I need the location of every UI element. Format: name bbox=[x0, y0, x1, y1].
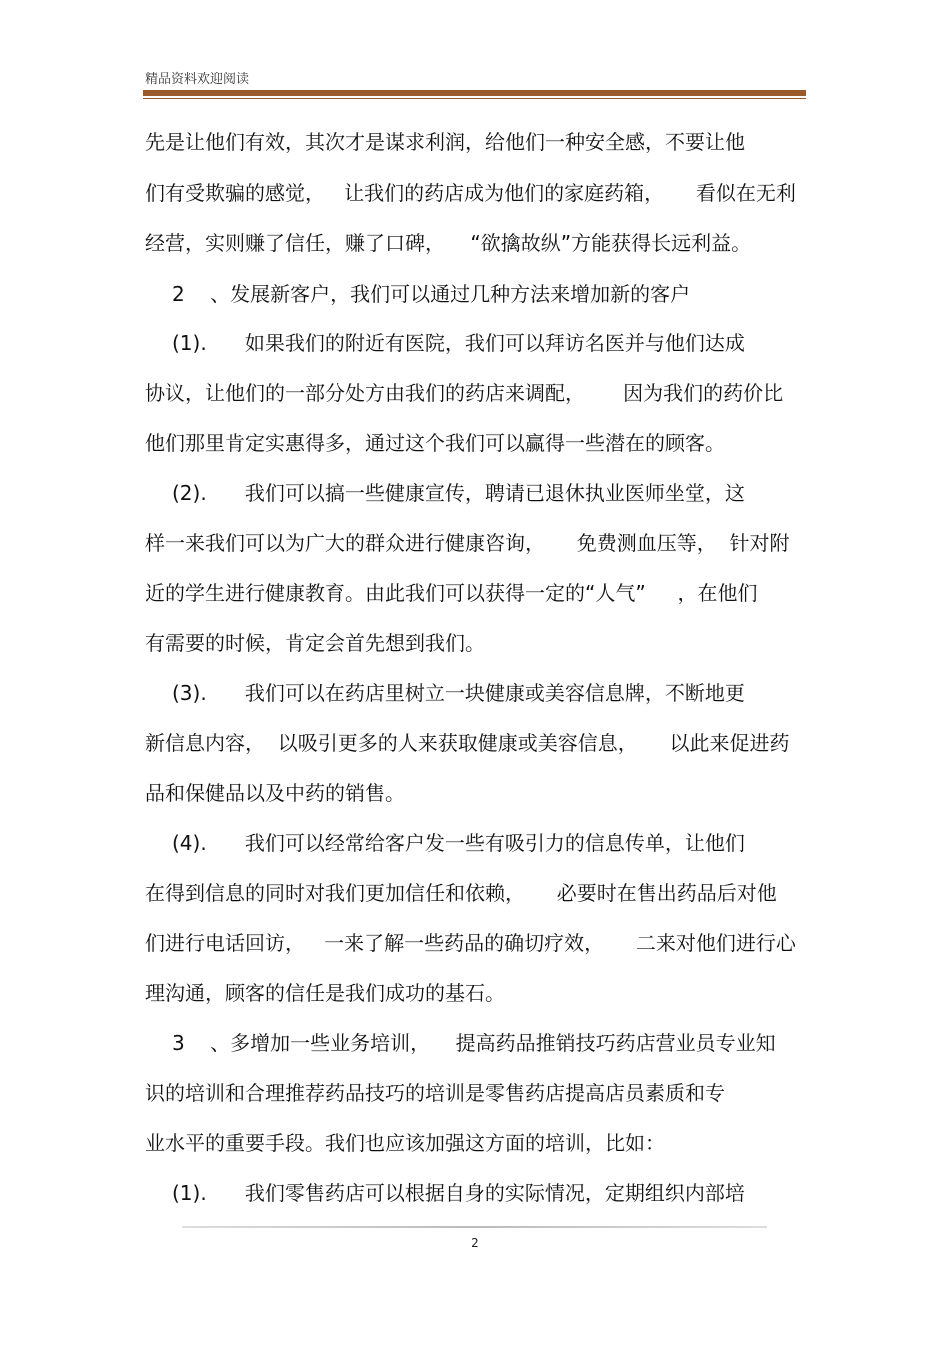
text-line: 他们那里肯定实惠得多，通过这个我们可以赢得一些潜在的顾客。 bbox=[145, 431, 725, 455]
text-line: 在得到信息的同时对我们更加信任和依赖， 必要时在售出药品后对他 bbox=[145, 881, 777, 905]
text-line: 有需要的时候，肯定会首先想到我们。 bbox=[145, 631, 485, 655]
text-line: 3 、多增加一些业务培训， 提高药品推销技巧药店营业员专业知 bbox=[172, 1031, 776, 1055]
text-line: 经营，实则赚了信任，赚了口碑， “欲擒故纵”方能获得长远利益。 bbox=[145, 231, 752, 255]
text-line: (3). 我们可以在药店里树立一块健康或美容信息牌，不断地更 bbox=[172, 681, 745, 705]
text-line: 2 、发展新客户，我们可以通过几种方法来增加新的客户 bbox=[172, 282, 691, 306]
text-line: 品和保健品以及中药的销售。 bbox=[145, 781, 405, 805]
text-line: (2). 我们可以搞一些健康宣传，聘请已退休执业医师坐堂，这 bbox=[172, 481, 745, 505]
header-title: 精品资料欢迎阅读 bbox=[145, 72, 250, 87]
text-line: 样一来我们可以为广大的群众进行健康咨询， 免费测血压等， 针对附 bbox=[145, 531, 790, 555]
text-line: (4). 我们可以经常给客户发一些有吸引力的信息传单，让他们 bbox=[172, 831, 745, 855]
text-line: 先是让他们有效，其次才是谋求利润，给他们一种安全感，不要让他 bbox=[145, 130, 745, 154]
text-line: 理沟通，顾客的信任是我们成功的基石。 bbox=[145, 981, 505, 1005]
text-line: 协议，让他们的一部分处方由我们的药店来调配， 因为我们的药价比 bbox=[145, 381, 784, 405]
text-line: (1). 如果我们的附近有医院，我们可以拜访名医并与他们达成 bbox=[172, 331, 745, 355]
header-rule-thin bbox=[143, 98, 806, 99]
text-line: 识的培训和合理推荐药品技巧的培训是零售药店提高店员素质和专 bbox=[145, 1081, 725, 1105]
text-line: 近的学生进行健康教育。由此我们可以获得一定的“人气” ，在他们 bbox=[145, 581, 758, 605]
footer-rule bbox=[182, 1226, 767, 1228]
text-line: 们进行电话回访， 一来了解一些药品的确切疗效， 二来对他们进行心 bbox=[145, 931, 796, 955]
text-line: 们有受欺骗的感觉， 让我们的药店成为他们的家庭药箱， 看似在无利 bbox=[145, 181, 796, 205]
page-number: 2 bbox=[471, 1236, 479, 1250]
text-line: 新信息内容， 以吸引更多的人来获取健康或美容信息， 以此来促进药 bbox=[145, 731, 790, 755]
text-line: (1). 我们零售药店可以根据自身的实际情况，定期组织内部培 bbox=[172, 1181, 745, 1205]
text-line: 业水平的重要手段。我们也应该加强这方面的培训，比如： bbox=[145, 1131, 665, 1155]
header-rule-thick bbox=[143, 90, 806, 96]
